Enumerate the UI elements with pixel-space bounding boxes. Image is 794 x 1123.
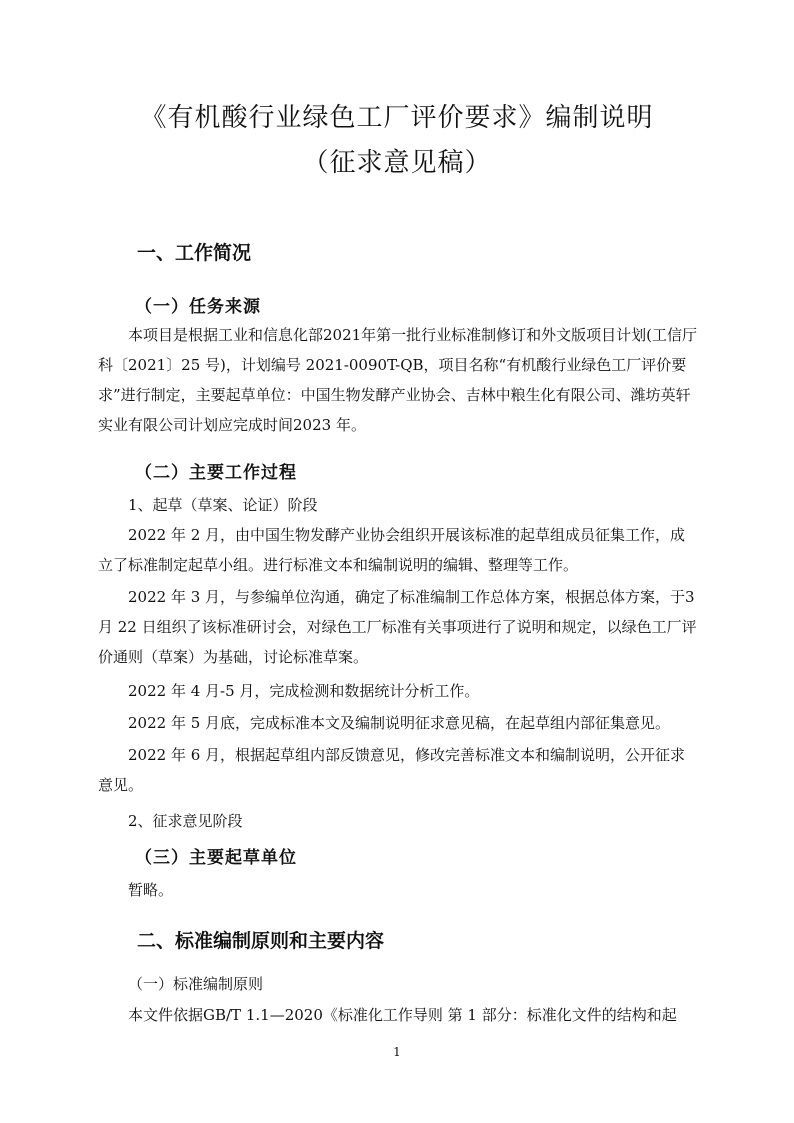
paragraph-apr-2022: 2022 年 4 月-5 月，完成检测和数据统计分析工作。 [128, 682, 480, 700]
subsection-heading-task-source: （一）任务来源 [135, 297, 261, 317]
stage1-label: 1、起草（草案、论证）阶段 [128, 496, 318, 514]
subsection-heading-work-process: （二）主要工作过程 [135, 463, 297, 483]
stage2-label: 2、征求意见阶段 [128, 812, 243, 830]
principles-first-line: 本文件依据GB/T 1.1—2020《标准化工作导则 第 1 部分：标准化文件的结构和起 [128, 1006, 677, 1024]
page-number: 1 [393, 1045, 401, 1059]
paragraph-may-2022: 2022 年 5 月底，完成标准本文及编制说明征求意见稿，在起草组内部征集意见。 [128, 714, 671, 732]
document-title: 《有机酸行业绿色工厂评价要求》编制说明 [140, 103, 654, 133]
paragraph-mar-2022: 2022 年 3 月，与参编单位沟通，确定了标准编制工作总体方案，根据总体方案，于3 月 22 日组织了该标准研讨会，对绿色工厂标准有关事项进行了说明和规定，以绿色工厂评价通则（草案）为基础，讨论标准草案。 [98, 588, 697, 666]
task-source-paragraph: 本项目是根据工业和信息化部2021年第一批行业标准制修订和外文版项目计划(工信厅科〔2021〕25 号)，计划编号 2021-0090T-QB，项目名称“有机酸行业绿色工厂评价要求”进行制定，主要起草单位：中国生物发酵产业协会、吉林中粮生化有限公司、潍坊英轩实业有限公司计划应完成时间2023 年。 [98, 326, 698, 434]
paragraph-jun-2022: 2022 年 6 月，根据起草组内部反馈意见，修改完善标准文本和编制说明，公开征求意见。 [98, 746, 686, 794]
document-subtitle: （征求意见稿） [302, 148, 492, 178]
section-heading-work-overview: 一、工作简况 [137, 242, 252, 264]
drafting-units-text: 暂略。 [128, 881, 174, 899]
paragraph-feb-2022: 2022 年 2 月，由中国生物发酵产业协会组织开展该标准的起草组成员征集工作，成立了标准制定起草小组。进行标准文本和编制说明的编辑、整理等工作。 [98, 526, 686, 574]
subsection-heading-drafting-units: （三）主要起草单位 [135, 848, 297, 868]
section-heading-principles: 二、标准编制原则和主要内容 [137, 930, 385, 952]
subsection-label-principles: （一）标准编制原则 [128, 975, 264, 993]
